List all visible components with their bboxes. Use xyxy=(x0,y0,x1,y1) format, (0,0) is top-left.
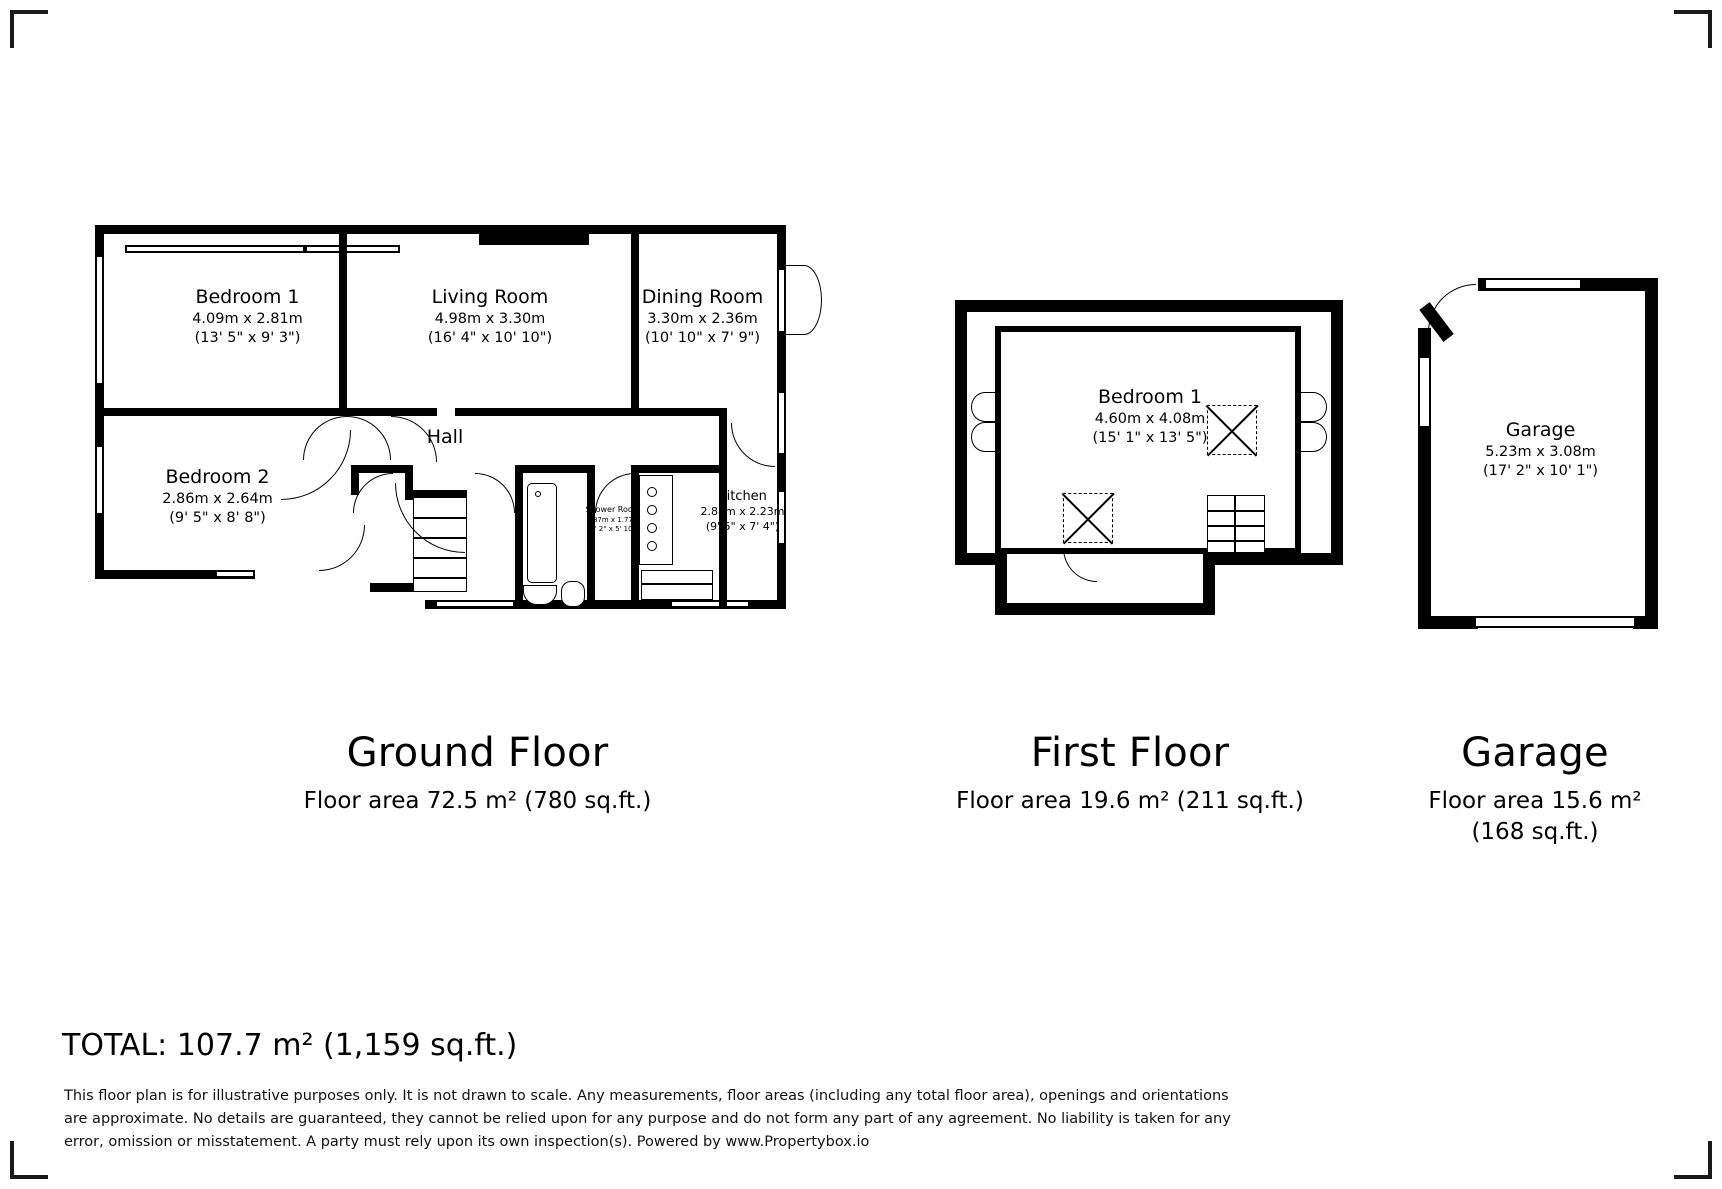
room-dim-metric: 4.60m x 4.08m xyxy=(1094,411,1206,428)
wall-right-lower-a xyxy=(777,455,786,490)
room-dim-imperial: (9' 5" x 8' 8") xyxy=(169,510,266,527)
ff-staircase xyxy=(1207,495,1265,553)
hob-burner-1 xyxy=(647,487,657,497)
room-name: Kitchen xyxy=(718,489,767,504)
garage-wall-left-a xyxy=(1418,328,1431,356)
wall-internal-shower-top xyxy=(515,465,595,473)
wall-internal-dining-kitchen xyxy=(635,408,727,416)
floor-area: Floor area 15.6 m² (168 sq.ft.) xyxy=(1428,788,1642,846)
door-swing-dining xyxy=(731,423,775,467)
room-dim-metric: 2.86m x 2.64m xyxy=(162,491,273,508)
crop-mark-bottom-right xyxy=(1674,1141,1712,1179)
room-dim-metric: 4.98m x 3.30m xyxy=(434,311,546,328)
wall-left-c xyxy=(95,515,104,579)
wall-internal-bed1-bed2 xyxy=(95,408,347,416)
ff-stair-rail xyxy=(1235,495,1237,553)
window-top-bedroom1 xyxy=(125,245,305,253)
room-dim-imperial: (6' 2" x 5' 10") xyxy=(587,524,639,533)
wall-internal-hall-a xyxy=(347,408,437,416)
room-name: Bedroom 2 xyxy=(165,466,270,488)
room-label-shower-room xyxy=(565,505,661,534)
caption-ground-floor xyxy=(225,730,730,817)
room-name: Bedroom 1 xyxy=(195,286,300,308)
ff-dwarf-wall-top xyxy=(995,326,1300,332)
door-swing-cupboard xyxy=(353,473,393,513)
garage-door-swing xyxy=(1428,284,1476,332)
garage-wall-bottom-left xyxy=(1418,616,1478,629)
garage-wall-right xyxy=(1645,278,1658,629)
toilet xyxy=(561,581,585,607)
door-swing-shower xyxy=(475,473,515,513)
window-right-dining-b xyxy=(777,391,786,455)
garage-window-top xyxy=(1484,278,1582,290)
room-dim-metric: 4.09m x 2.81m xyxy=(192,311,303,328)
ff-door-swing xyxy=(1063,548,1097,582)
window-bottom-bedroom2 xyxy=(215,570,255,578)
stair-tread-4 xyxy=(413,577,467,579)
room-dim-metric: 3.30m x 2.36m xyxy=(647,311,758,328)
garage-window-left xyxy=(1418,356,1431,428)
caption-first-floor xyxy=(950,730,1310,817)
floor-title: First Floor xyxy=(1030,730,1230,776)
wall-internal-shower-right xyxy=(587,465,595,608)
room-dim-imperial: (13' 5" x 9' 3") xyxy=(194,330,301,347)
room-dim-imperial: (10' 10" x 7' 9") xyxy=(645,330,760,347)
room-name: Garage xyxy=(1505,419,1576,441)
garage-wall-left-b xyxy=(1418,428,1431,628)
room-dim-metric: 2.88m x 2.23m xyxy=(700,505,785,519)
ff-opening-right-b xyxy=(1299,422,1327,452)
wall-left-a xyxy=(95,225,104,255)
ff-opening-left-b xyxy=(971,422,999,452)
wall-right-upper xyxy=(777,225,786,268)
door-swing-bedroom2-b xyxy=(319,525,365,571)
wall-top-left xyxy=(95,225,479,234)
disclaimer-text: This floor plan is for illustrative purposes only. It is not drawn to scale. Any measurements, floor areas (including any total floor area), openings and orientations are approximate. No details are guaranteed, they cannot be relied upon for any purpose and do not form any part of any agreement. No liability is taken for any error, omission or misstatement. A party must rely upon its own inspection(s). Powered by www.Propertybox.io xyxy=(64,1088,1231,1151)
wall-top-right xyxy=(589,225,786,234)
window-bottom-kitchen xyxy=(670,600,750,608)
room-label-garage xyxy=(1453,418,1628,481)
room-name: Living Room xyxy=(431,286,549,308)
window-top-bedroom1-b xyxy=(305,245,400,253)
crop-mark-bottom-left xyxy=(10,1141,48,1179)
room-name: Hall xyxy=(426,426,464,448)
kitchen-sink-divider xyxy=(641,583,713,585)
wall-internal-bed1-living xyxy=(339,225,347,415)
ff-wall-bottom xyxy=(995,603,1215,615)
window-bottom-shower xyxy=(435,600,515,608)
window-left-bedroom1 xyxy=(95,255,104,385)
ff-wall-left xyxy=(955,300,967,565)
garage-door xyxy=(1474,616,1636,628)
ff-wall-right xyxy=(1331,300,1343,565)
room-dim-imperial: (15' 1" x 13' 5") xyxy=(1092,430,1208,447)
floor-area: Floor area 19.6 m² (211 sq.ft.) xyxy=(956,788,1304,814)
wall-top-bay xyxy=(479,225,589,245)
bathtub xyxy=(527,483,557,583)
room-name: Dining Room xyxy=(641,286,764,308)
crop-mark-top-right xyxy=(1674,10,1712,48)
window-left-bedroom2 xyxy=(95,445,104,515)
room-dim-metric: 5.23m x 3.08m xyxy=(1485,444,1596,461)
room-label-dining-room xyxy=(615,285,790,348)
room-label-living-room xyxy=(395,285,585,348)
floor-area: Floor area 72.5 m² (780 sq.ft.) xyxy=(303,788,652,814)
ff-stair-tread-3 xyxy=(1207,540,1265,542)
room-dim-imperial: (9' 5" x 7' 4") xyxy=(705,519,780,533)
wall-bottom-corner xyxy=(370,583,379,592)
crop-mark-top-left xyxy=(10,10,48,48)
caption-garage xyxy=(1410,730,1660,848)
garage-plan xyxy=(1418,278,1658,648)
stair-tread-3 xyxy=(413,557,467,559)
room-name: Bedroom 1 xyxy=(1097,386,1203,408)
wall-internal-shower-left xyxy=(515,465,523,608)
room-label-ff-bedroom-1 xyxy=(1045,385,1255,448)
hob-burner-4 xyxy=(647,541,657,551)
floor-title: Ground Floor xyxy=(346,730,609,776)
kitchen-sink xyxy=(641,570,713,600)
ff-wall-top xyxy=(955,300,1343,312)
room-label-hall xyxy=(390,425,500,450)
wall-internal-hall-b xyxy=(455,408,635,416)
room-label-kitchen xyxy=(690,488,795,534)
room-dim-imperial: (16' 4" x 10' 10") xyxy=(427,330,553,347)
ff-opening-left-a xyxy=(971,392,999,422)
room-label-bedroom-2 xyxy=(130,465,305,528)
room-dim-imperial: (17' 2" x 10' 1") xyxy=(1483,463,1598,480)
ff-opening-right-a xyxy=(1299,392,1327,422)
bath-tap-icon xyxy=(535,491,541,497)
first-floor-plan xyxy=(955,300,1355,655)
room-dim-metric: 1.87m x 1.77m xyxy=(586,515,640,524)
ff-stair-tread-2 xyxy=(1207,525,1265,527)
floor-title: Garage xyxy=(1461,730,1609,776)
room-name: Shower Room xyxy=(585,505,641,514)
stair-winder-arc xyxy=(395,483,465,553)
ff-wall-bottom-right xyxy=(1203,553,1343,565)
wall-internal-kitchen-top xyxy=(631,465,727,473)
ground-floor-plan xyxy=(95,225,885,680)
total-area-label: TOTAL: 107.7 m² (1,159 sq.ft.) xyxy=(62,1028,518,1063)
door-swing-hall-a xyxy=(347,416,391,460)
room-label-bedroom-1 xyxy=(155,285,340,348)
ff-stair-tread-1 xyxy=(1207,510,1265,512)
door-swing-external-right xyxy=(786,265,822,335)
